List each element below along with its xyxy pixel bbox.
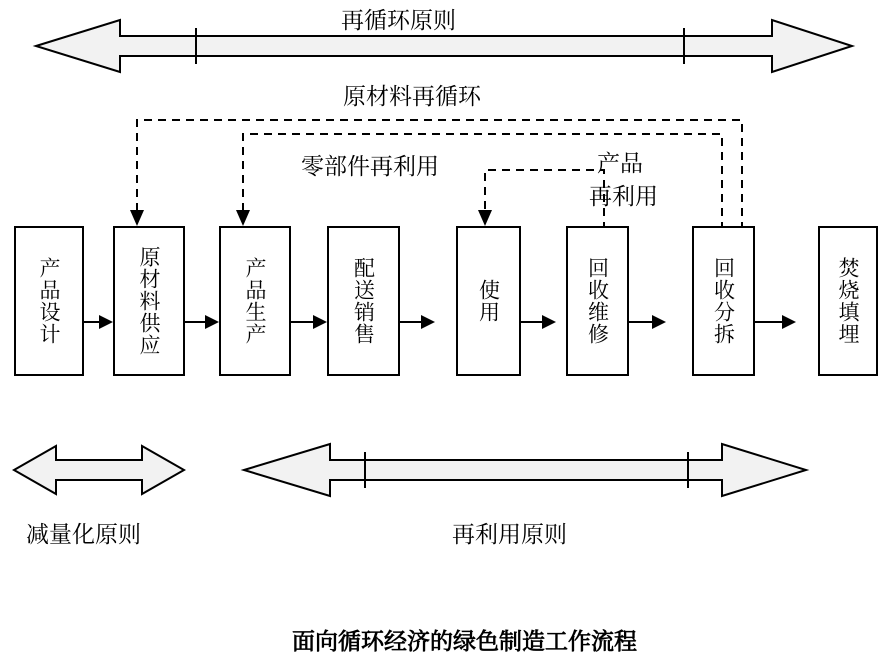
process-box-label: 配送销售 [351, 257, 376, 345]
process-box-raw-material-supply[interactable] [113, 226, 185, 376]
process-box-product-design[interactable] [14, 226, 84, 376]
process-box-label: 产品设计 [37, 257, 62, 345]
material-recycle-label: 原材料再循环 [343, 84, 481, 110]
reuse-principle-arrow [244, 444, 806, 496]
process-box-incineration-landfill[interactable] [818, 226, 878, 376]
process-box-product-manufacture[interactable] [219, 226, 291, 376]
process-box-recycle-repair[interactable] [566, 226, 629, 376]
product-reuse-label-line2: 再利用 [589, 184, 658, 210]
process-box-label: 焚烧填埋 [836, 257, 861, 345]
reuse-principle-label: 再利用原则 [452, 522, 567, 548]
product-reuse-route [478, 170, 604, 230]
parts-reuse-label: 零部件再利用 [301, 154, 439, 180]
product-reuse-label-line1: 产品 [597, 151, 643, 177]
process-box-label: 回收维修 [585, 257, 610, 345]
process-box-label: 回收分拆 [711, 257, 736, 345]
process-box-use[interactable] [456, 226, 521, 376]
process-box-distribution-sales[interactable] [327, 226, 400, 376]
process-box-label: 原材料供应 [137, 246, 162, 356]
reduce-principle-label: 减量化原则 [26, 522, 141, 548]
flow-connectors [84, 315, 796, 329]
process-box-label: 使用 [476, 279, 501, 323]
reduce-principle-arrow [14, 446, 184, 494]
process-box-label: 产品生产 [243, 257, 268, 345]
recycle-principle-label: 再循环原则 [341, 8, 456, 34]
process-box-recycle-disassemble[interactable] [692, 226, 755, 376]
diagram-caption: 面向循环经济的绿色制造工作流程 [292, 629, 637, 655]
